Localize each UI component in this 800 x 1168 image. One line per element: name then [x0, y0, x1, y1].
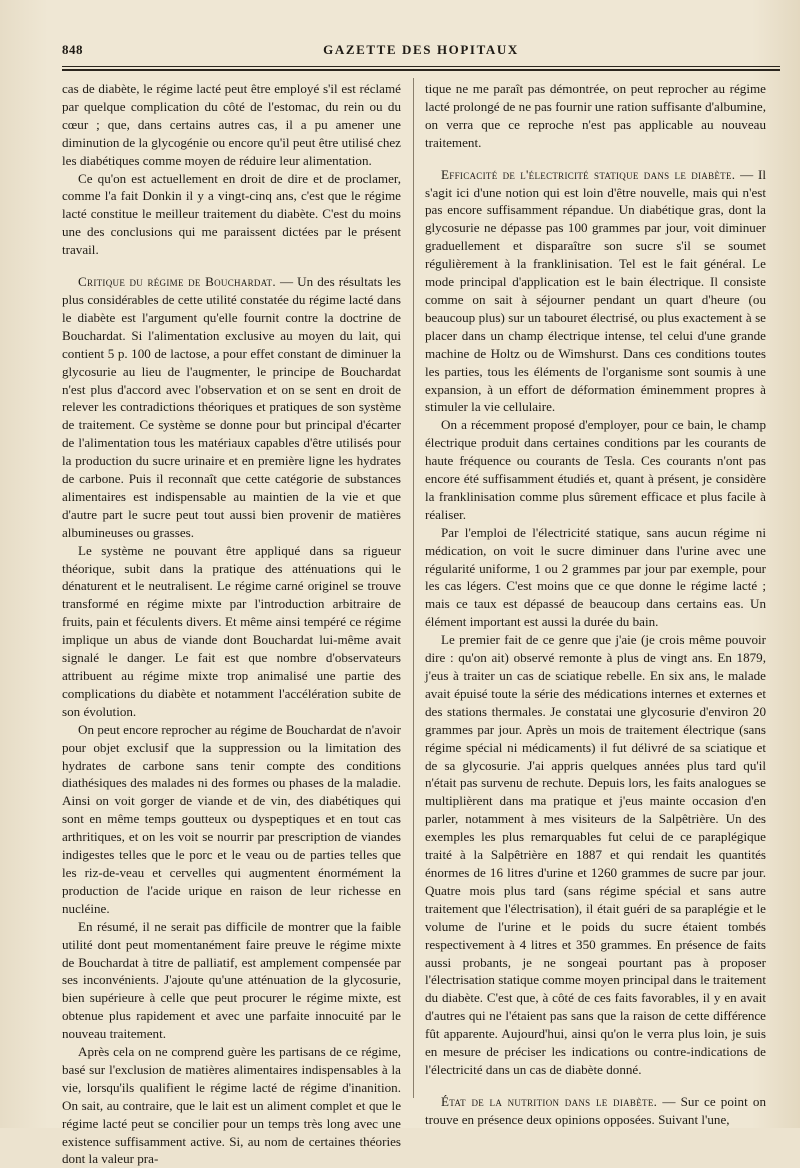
section-heading: État de la nutrition dans le diabète.	[441, 1093, 658, 1109]
paragraph: Par l'emploi de l'électricité statique, sans aucun régime ni médication, on voit le sucre diminuer dans l'urine avec une régularité uniforme, 1 ou 2 grammes par jour par exemple, pour les cas légers. C'est moins que ce que donne le régime lacté ; mais ce taux est dépassé de beaucoup dans certains eas. Un élément important est aussi la durée du bain.	[425, 524, 766, 630]
section-paragraph	[425, 1093, 766, 1129]
paragraph: Ce qu'on est actuellement en droit de dire et de proclamer, comme l'a fait Donkin il y a vingt-cinq ans, c'est que le régime lacté constitue le meilleur traitement du diabète. C'est du moins une des conclusions qui me paraissent dictées par le présent travail.	[62, 170, 401, 258]
paragraph: cas de diabète, le régime lacté peut être employé s'il est réclamé par quelque complication du côté de l'estomac, du rein ou du cœur ; que, dans certains autres cas, il a pu amener une diminution de la glycogénie ou encore qu'il peut être utilisé chez les diabétiques comme moyen de réduire leur alimentation.	[62, 81, 401, 168]
running-header	[62, 42, 780, 64]
paragraph: On a récemment proposé d'employer, pour ce bain, le champ électrique produit dans certaines conditions par les courants de haute fréquence ou courants de Tesla. Ces courants n'ont pas encore été suffisamment étudiés et, quant à présent, je considère la franklinisation comme plus sûrement efficace et plus facile à réaliser.	[425, 417, 766, 522]
column-divider	[413, 78, 414, 1098]
right-column	[425, 80, 766, 1129]
section-heading: Efficacité de l'électricité statique dans le diabète.	[441, 166, 736, 182]
section-paragraph	[425, 166, 766, 417]
section-text: — Un des résultats les plus considérables de cette utilité constatée du régime lacté dans le diabète est l'argument qu'elle fournit contre la doctrine de Bouchardat. Si l'alimentation exclusive au moyen du lait, qui contient 5 p. 100 de lactose, a pour effet constant de diminuer la glycosurie au lieu de l'augmenter, le principe de Bouchardat n'est plus d'accord avec l'observation et on se sent en droit de relever les contradictions théoriques et pratiques de son système de traitement. Ce système se donne pour but principal d'écarter de l'alimentation tous les matériaux capables d'être utilisés pour la production du sucre urinaire et en première ligne les hydrates de carbone. Puis il reconnaît que cette catégorie de substances alimentaires est indispensable au maintien de la vie et que d'autre part le sucre peut tout aussi bien provenir de matières albumineuses ou grasses.	[62, 274, 401, 540]
paragraph: Le premier fait de ce genre que j'aie (je crois même pouvoir dire : qu'on ait) observé remonte à plus de vingt ans. En 1879, j'eus à traiter un cas de sciatique rebelle. En six ans, le malade avait épuisé toute la série des médications internes et externes et des stations thermales. Je constatai une glycosurie d'environ 20 grammes par jour. Après un mois de traitement électrique (sans régime spécial ni médicaments) il fut délivré de sa sciatique et de sa glycosurie. J'ai appris quelques années plus tard qu'il n'était pas survenu de rechute. Depuis lors, les faits analogues se multiplièrent dans ma pratique et j'eus mainte occasion d'en parler, notamment à mes visiteurs de la Salpêtrière. Un des exemples les plus remarquables fut celui de ce paraplégique traité à la Salpêtrière en 1887 et qui rendait les quantités énormes de 16 litres d'urine et 1260 grammes de sucre par jour. Quatre mois plus tard (sans régime spécial et sans autre traitement que l'électrisation), il était guéri de sa paraplégie et le volume de l'urine et le poids du sucre étaient tombés respectivement à 4 litres et 350 grammes. En présence de faits aussi probants, je ne songeai pourtant pas à proposer l'électrisation statique comme moyen principal dans le traitement du diabète. C'est que, à côté de ces faits favorables, il y en avait d'autres qui ne l'étaient pas sans que la raison de cette différence fût apparente. Aujourd'hui, ainsi qu'on le verra plus loin, je suis en mesure de préciser les indications ou contre-indications de l'électricité dans un cas de diabète donné.	[425, 632, 766, 1077]
paragraph: Le système ne pouvant être appliqué dans sa rigueur théorique, subit dans la pratique des atténuations qui le dénaturent et le neutralisent. Le régime carné originel se trouve transformé en régime mixte par l'introduction arbitraire de fruits, pain et féculents divers. Et même ainsi tempéré ce régime implique un abus de viande dont Bouchardat lui-même avait signalé le danger. Le fait est que nombre d'observateurs attribuent au régime mixte trop animalisé une partie des complications du diabète et notamment l'accélération subite de son évolution.	[62, 542, 401, 719]
paragraph: On peut encore reprocher au régime de Bouchardat de n'avoir pour objet exclusif que la suppression ou la limitation des hydrates de carbone sans tenir compte des conditions diathésiques des malades ni des formes ou phases de la maladie. Ainsi on voit gorger de viande et de vin, des diabétiques qui sont en même temps goutteux ou dyspeptiques et en tout cas arthritiques, et on les voit se nourrir par prescription de viandes indigestes telles que le porc et le veau ou de parties telles que les riz-de-veau et cervelles qui augmentent énormément la production de l'acide urique en raison de leur richesse en nucléine.	[62, 721, 401, 916]
header-rule-thick	[62, 69, 780, 71]
header-rule-thin	[62, 66, 780, 67]
page-number: 848	[62, 42, 83, 57]
paragraph: tique ne me paraît pas démontrée, on peut reprocher au régime lacté prolongé de ne pas fournir une ration suffisante d'albumine, on verra que ce reproche n'est pas applicable au nouveau traitement.	[425, 81, 766, 150]
section-paragraph	[62, 273, 401, 542]
left-column	[62, 80, 401, 1168]
journal-title: GAZETTE DES HOPITAUX	[323, 42, 519, 57]
paragraph: En résumé, il ne serait pas difficile de montrer que la faible utilité dont peut momentanément faire preuve le régime mixte de Bouchardat à titre de palliatif, est amplement compensée par ses inconvénients. J'ajoute qu'une atténuation de la glycosurie, bien supérieure à celle que peut procurer le régime mixte, est obtenue plus rapidement et avec une parfaite innocuité par le nouveau traitement.	[62, 918, 401, 1042]
section-text: — Il s'agit ici d'une notion qui est loin d'être nouvelle, mais qui n'est pas encore suffisamment répandue. Un diabétique gras, dont la glycosurie ne dépasse pas 100 grammes par jour, voit diminuer graduellement et disparaître son sucre s'il se soumet régulièrement à la franklinisation. Tel est le fait général. Le mode principal d'application est le bain électrique. Il consiste comme on sait à séjourner pendant un quart d'heure (ou beaucoup plus) sur un tabouret électrisé, ou plus exactement à se placer dans un champ électrique intense, tel celui d'une grande machine de Holtz ou de Wimshurst. Dans ces conditions toutes les parties, tous les éléments de l'organisme sont soumis à une expansion, à un effort de déformation éminemment propres à stimuler la vie cellulaire.	[425, 166, 766, 415]
section-heading: Critique du régime de Bouchardat.	[78, 274, 276, 290]
section-text: — Sur ce point on trouve en présence deux opinions opposées. Suivant l'une,	[425, 1093, 766, 1127]
paragraph: Après cela on ne comprend guère les partisans de ce régime, basé sur l'exclusion de matières alimentaires indispensables à la vie, lorsqu'ils qualifient le régime lacté de régime d'inanition. On sait, au contraire, que le lait est un aliment complet et que le régime lacté peut se concilier pour un temps très long avec une existence suffisamment active. Si, au nom de certaines théories dont la valeur pra-	[62, 1044, 401, 1167]
